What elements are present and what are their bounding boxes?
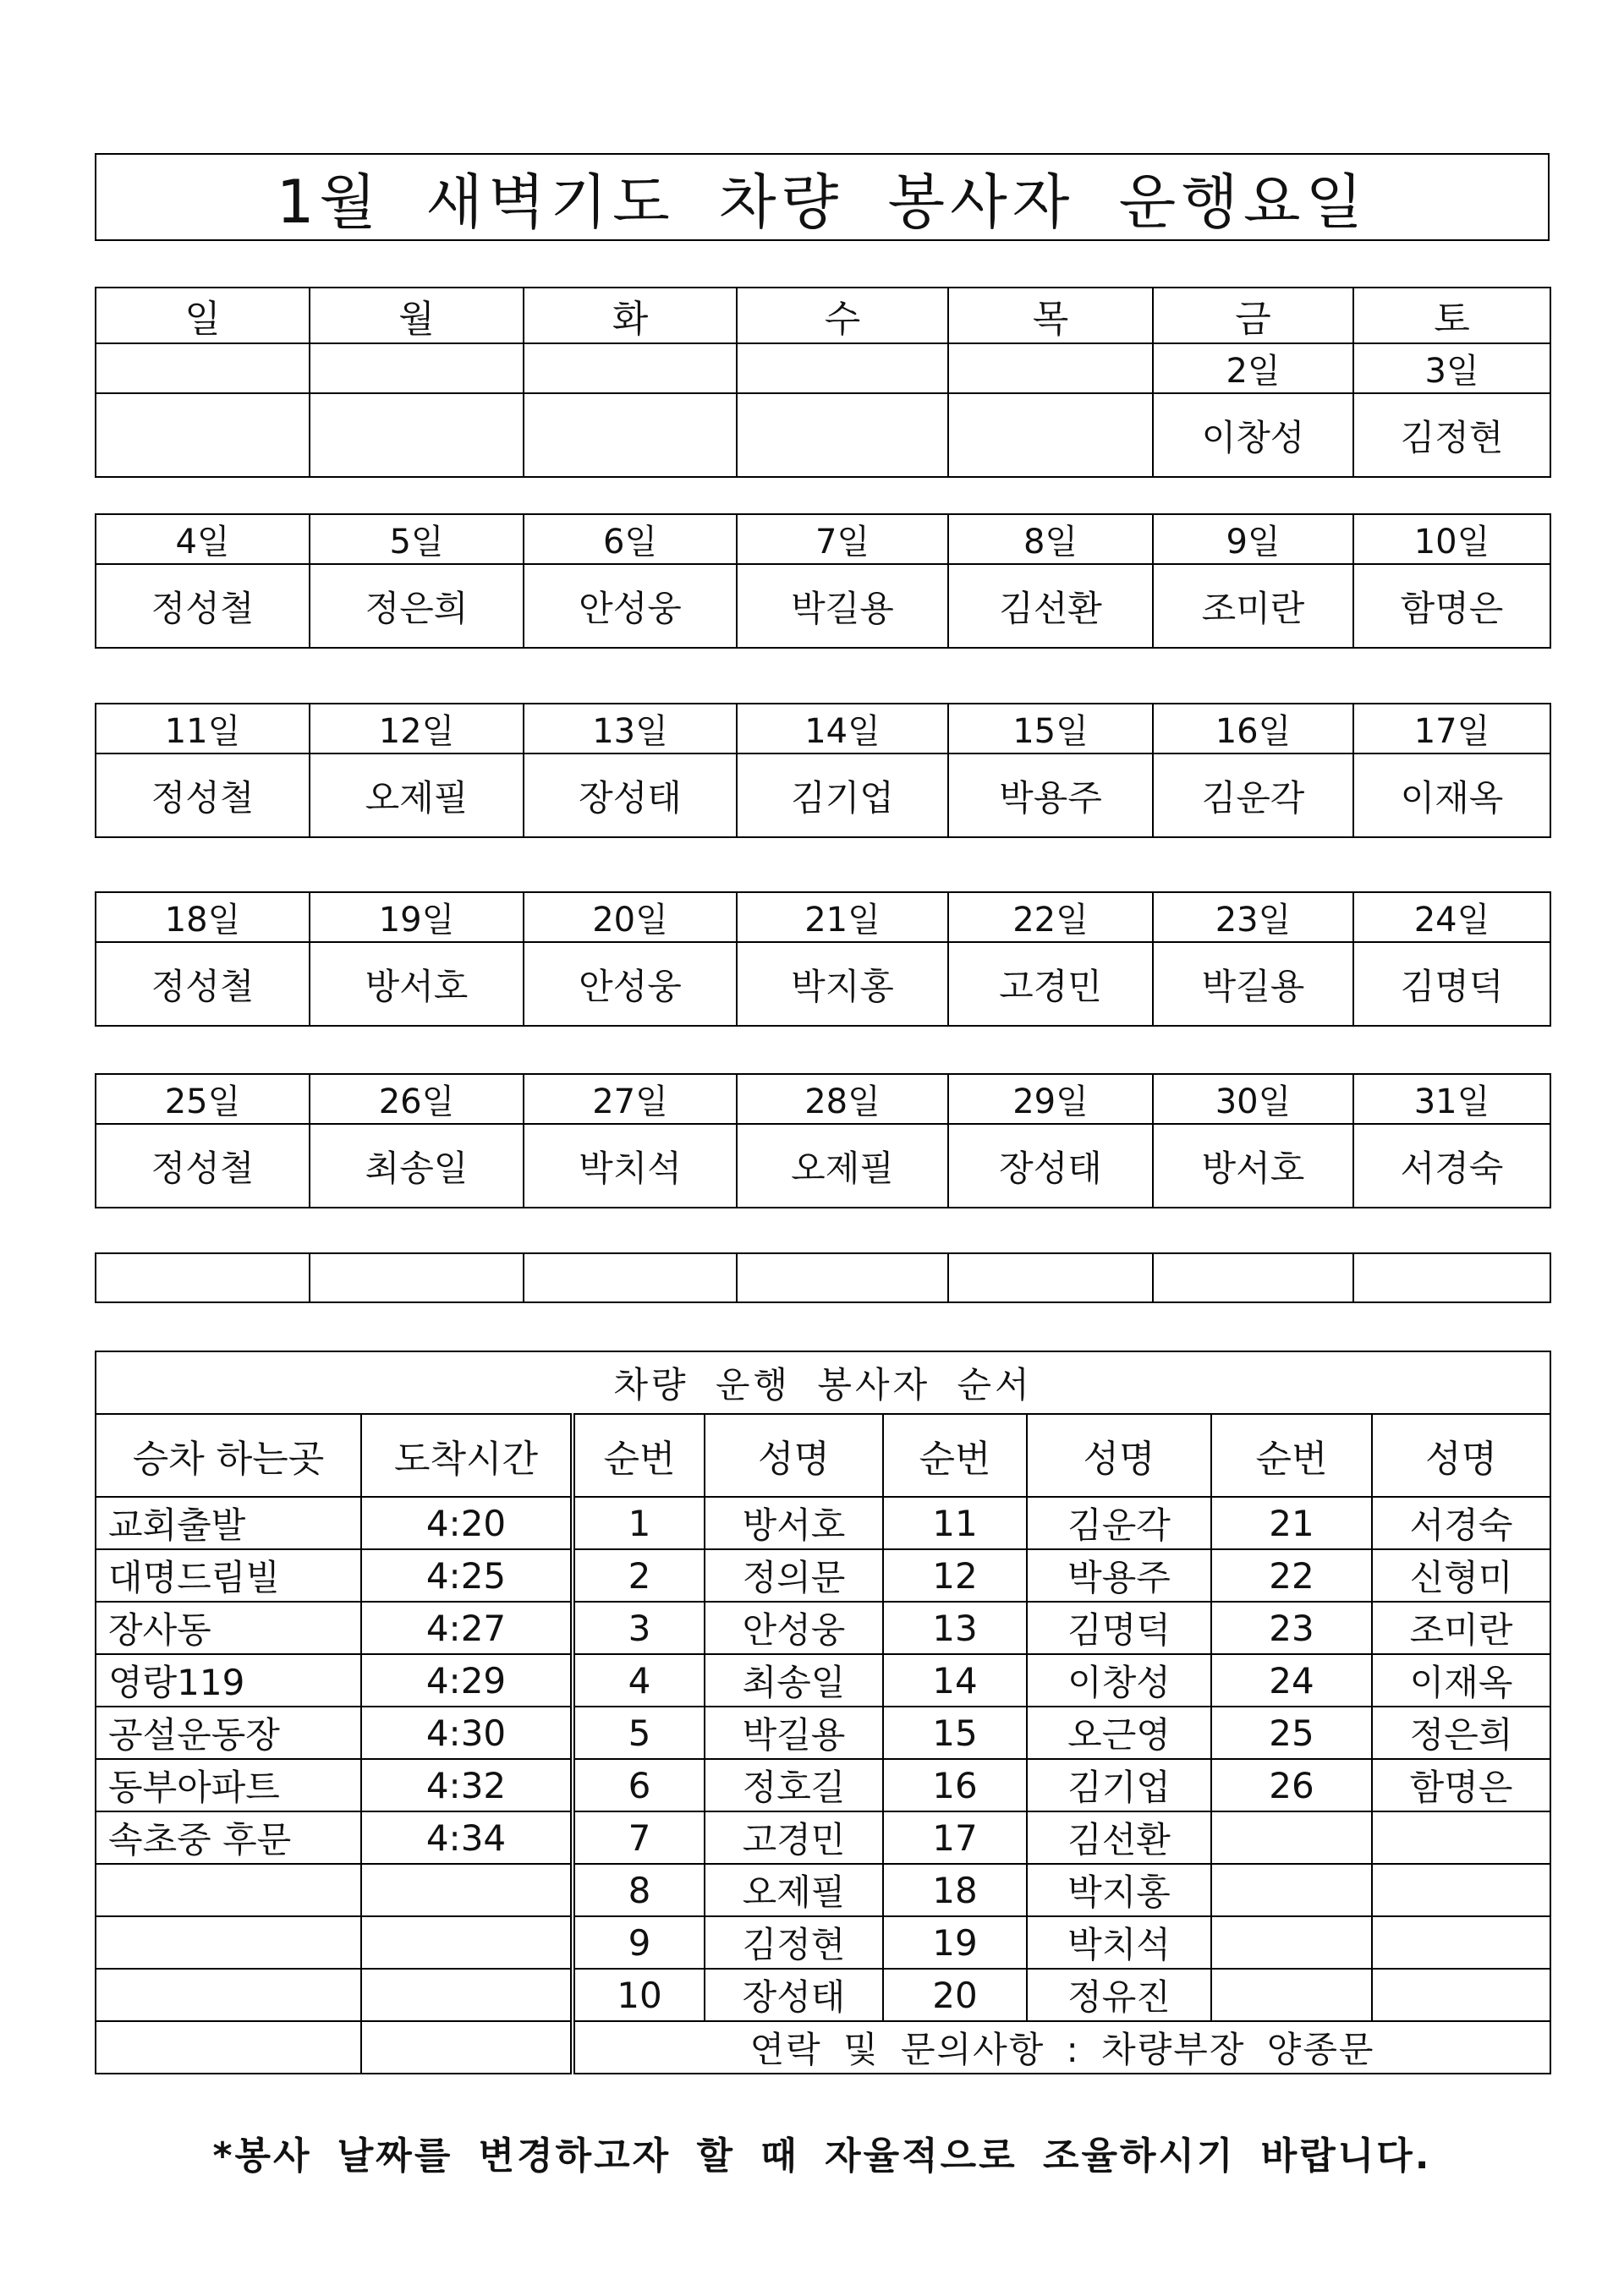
volunteer-cell: 김운각 — [1153, 753, 1353, 837]
blank-cell — [1353, 1253, 1550, 1302]
table-row — [96, 1549, 1550, 1602]
blank-cell — [361, 2021, 573, 2074]
day-cell: 4일 — [96, 514, 310, 564]
order-number — [1211, 1864, 1372, 1916]
volunteer-name: 이재옥 — [1372, 1654, 1550, 1707]
blank-cell — [96, 1253, 310, 1302]
blank-cell — [948, 1253, 1153, 1302]
volunteer-cell: 정성철 — [96, 942, 310, 1026]
day-cell: 20일 — [524, 892, 737, 942]
order-number: 20 — [883, 1969, 1027, 2021]
day-cell: 28일 — [737, 1074, 948, 1124]
day-cell — [524, 343, 737, 393]
header-pickup-place: 승차 하는곳 — [96, 1414, 361, 1497]
order-number: 5 — [573, 1707, 705, 1759]
order-number: 10 — [573, 1969, 705, 2021]
volunteer-name: 김기업 — [1027, 1759, 1211, 1811]
contact-row — [96, 2021, 1550, 2074]
order-number — [1211, 1811, 1372, 1864]
volunteer-cell: 박치석 — [524, 1124, 737, 1208]
volunteer-name: 함명은 — [1372, 1759, 1550, 1811]
volunteer-cell: 안성웅 — [524, 564, 737, 648]
day-cell: 31일 — [1353, 1074, 1550, 1124]
volunteer-cell: 박지홍 — [737, 942, 948, 1026]
volunteer-cell: 박용주 — [948, 753, 1153, 837]
volunteer-name: 정의문 — [705, 1549, 883, 1602]
volunteer-name: 박용주 — [1027, 1549, 1211, 1602]
table-row — [96, 1497, 1550, 1549]
volunteer-cell — [948, 393, 1153, 477]
volunteer-cell: 장성태 — [948, 1124, 1153, 1208]
header-name: 성명 — [1372, 1414, 1550, 1497]
day-cell: 16일 — [1153, 704, 1353, 753]
order-number: 15 — [883, 1707, 1027, 1759]
arrival-time: 4:30 — [361, 1707, 573, 1759]
header-name: 성명 — [1027, 1414, 1211, 1497]
order-number: 22 — [1211, 1549, 1372, 1602]
volunteer-name: 오제필 — [705, 1864, 883, 1916]
weekday-header-row — [96, 288, 1550, 343]
header-order: 순번 — [883, 1414, 1027, 1497]
order-number: 14 — [883, 1654, 1027, 1707]
day-row — [96, 1074, 1550, 1124]
order-number: 25 — [1211, 1707, 1372, 1759]
footer-note: *봉사 날짜를 변경하고자 할 때 자율적으로 조율하시기 바랍니다. — [212, 2134, 1432, 2178]
order-number: 19 — [883, 1916, 1027, 1969]
order-number: 7 — [573, 1811, 705, 1864]
order-number: 17 — [883, 1811, 1027, 1864]
day-cell: 10일 — [1353, 514, 1550, 564]
volunteer-name: 김정현 — [705, 1916, 883, 1969]
volunteer-name — [1372, 1811, 1550, 1864]
section-title-row — [96, 1351, 1550, 1414]
calendar-week-5 — [95, 1073, 1551, 1208]
volunteer-order-table — [95, 1351, 1551, 2074]
table-row — [96, 1864, 1550, 1916]
order-number: 26 — [1211, 1759, 1372, 1811]
blank-cell — [1153, 1253, 1353, 1302]
day-row — [96, 514, 1550, 564]
arrival-time: 4:29 — [361, 1654, 573, 1707]
weekday-mon: 월 — [310, 288, 524, 343]
order-number: 24 — [1211, 1654, 1372, 1707]
volunteer-cell: 함명은 — [1353, 564, 1550, 648]
volunteer-cell — [310, 393, 524, 477]
volunteer-name: 정유진 — [1027, 1969, 1211, 2021]
order-number: 6 — [573, 1759, 705, 1811]
pickup-place: 공설운동장 — [96, 1707, 361, 1759]
volunteer-name: 안성웅 — [705, 1602, 883, 1654]
volunteer-name: 김명덕 — [1027, 1602, 1211, 1654]
day-cell: 26일 — [310, 1074, 524, 1124]
volunteer-cell: 이창성 — [1153, 393, 1353, 477]
volunteer-cell: 정성철 — [96, 753, 310, 837]
order-number: 18 — [883, 1864, 1027, 1916]
volunteer-name — [1372, 1864, 1550, 1916]
day-row — [96, 704, 1550, 753]
volunteer-cell — [737, 393, 948, 477]
order-number: 16 — [883, 1759, 1027, 1811]
volunteer-name — [1372, 1916, 1550, 1969]
page-title: 1월 새벽기도 차량 봉사자 운행요일 — [276, 167, 1369, 237]
day-cell: 7일 — [737, 514, 948, 564]
day-cell: 5일 — [310, 514, 524, 564]
day-cell: 25일 — [96, 1074, 310, 1124]
pickup-place: 장사동 — [96, 1602, 361, 1654]
day-cell: 22일 — [948, 892, 1153, 942]
day-cell: 15일 — [948, 704, 1153, 753]
arrival-time: 4:34 — [361, 1811, 573, 1864]
blank-cell — [310, 1253, 524, 1302]
order-number — [1211, 1969, 1372, 2021]
volunteer-name: 정은희 — [1372, 1707, 1550, 1759]
name-row — [96, 393, 1550, 477]
table-row — [96, 1969, 1550, 2021]
arrival-time: 4:20 — [361, 1497, 573, 1549]
order-number: 2 — [573, 1549, 705, 1602]
order-number: 11 — [883, 1497, 1027, 1549]
volunteer-cell: 박길용 — [1153, 942, 1353, 1026]
volunteer-cell: 서경숙 — [1353, 1124, 1550, 1208]
column-header-row — [96, 1414, 1550, 1497]
table-row — [96, 1759, 1550, 1811]
volunteer-cell: 김선환 — [948, 564, 1153, 648]
day-row — [96, 892, 1550, 942]
table-row — [96, 1916, 1550, 1969]
day-cell — [96, 343, 310, 393]
arrival-time: 4:25 — [361, 1549, 573, 1602]
volunteer-cell: 조미란 — [1153, 564, 1353, 648]
order-number: 13 — [883, 1602, 1027, 1654]
volunteer-cell: 최송일 — [310, 1124, 524, 1208]
volunteer-cell: 안성웅 — [524, 942, 737, 1026]
blank-row — [96, 1253, 1550, 1302]
table-row — [96, 1811, 1550, 1864]
volunteer-name: 방서호 — [705, 1497, 883, 1549]
header-name: 성명 — [705, 1414, 883, 1497]
day-cell: 9일 — [1153, 514, 1353, 564]
volunteer-cell: 오제필 — [310, 753, 524, 837]
volunteer-cell: 정은희 — [310, 564, 524, 648]
volunteer-cell — [524, 393, 737, 477]
volunteer-cell: 장성태 — [524, 753, 737, 837]
day-cell: 3일 — [1353, 343, 1550, 393]
day-cell: 17일 — [1353, 704, 1550, 753]
blank-cell — [524, 1253, 737, 1302]
day-cell: 13일 — [524, 704, 737, 753]
weekday-wed: 수 — [737, 288, 948, 343]
volunteer-cell: 오제필 — [737, 1124, 948, 1208]
volunteer-cell: 이재옥 — [1353, 753, 1550, 837]
day-cell: 27일 — [524, 1074, 737, 1124]
arrival-time — [361, 1916, 573, 1969]
volunteer-name: 고경민 — [705, 1811, 883, 1864]
pickup-place — [96, 1864, 361, 1916]
order-number: 23 — [1211, 1602, 1372, 1654]
day-cell: 18일 — [96, 892, 310, 942]
pickup-place — [96, 1916, 361, 1969]
volunteer-name: 최송일 — [705, 1654, 883, 1707]
table-row — [96, 1707, 1550, 1759]
name-row — [96, 1124, 1550, 1208]
volunteer-cell: 김정현 — [1353, 393, 1550, 477]
day-cell: 29일 — [948, 1074, 1153, 1124]
weekday-fri: 금 — [1153, 288, 1353, 343]
volunteer-name: 박지홍 — [1027, 1864, 1211, 1916]
pickup-place: 대명드림빌 — [96, 1549, 361, 1602]
header-arrival-time: 도착시간 — [361, 1414, 573, 1497]
day-cell: 8일 — [948, 514, 1153, 564]
calendar-week-4 — [95, 891, 1551, 1027]
order-number: 4 — [573, 1654, 705, 1707]
blank-cell — [96, 2021, 361, 2074]
pickup-place — [96, 1969, 361, 2021]
pickup-place: 속초중 후문 — [96, 1811, 361, 1864]
day-row — [96, 343, 1550, 393]
day-cell: 23일 — [1153, 892, 1353, 942]
volunteer-name: 박길용 — [705, 1707, 883, 1759]
volunteer-cell: 정성철 — [96, 1124, 310, 1208]
order-number: 9 — [573, 1916, 705, 1969]
weekday-sat: 토 — [1353, 288, 1550, 343]
order-number — [1211, 1916, 1372, 1969]
day-cell: 11일 — [96, 704, 310, 753]
title-box — [95, 153, 1550, 241]
day-cell: 21일 — [737, 892, 948, 942]
arrival-time: 4:32 — [361, 1759, 573, 1811]
volunteer-cell: 김명덕 — [1353, 942, 1550, 1026]
contact-info: 연락 및 문의사항 : 차량부장 양종문 — [573, 2021, 1550, 2074]
volunteer-cell: 박길용 — [737, 564, 948, 648]
order-number: 8 — [573, 1864, 705, 1916]
name-row — [96, 942, 1550, 1026]
volunteer-cell: 고경민 — [948, 942, 1153, 1026]
volunteer-name: 신형미 — [1372, 1549, 1550, 1602]
day-cell: 12일 — [310, 704, 524, 753]
volunteer-cell: 김기업 — [737, 753, 948, 837]
day-cell: 30일 — [1153, 1074, 1353, 1124]
weekday-tue: 화 — [524, 288, 737, 343]
header-order: 순번 — [1211, 1414, 1372, 1497]
table-row — [96, 1654, 1550, 1707]
volunteer-name: 서경숙 — [1372, 1497, 1550, 1549]
day-cell: 19일 — [310, 892, 524, 942]
volunteer-name: 김선환 — [1027, 1811, 1211, 1864]
volunteer-name: 조미란 — [1372, 1602, 1550, 1654]
section-title: 차량 운행 봉사자 순서 — [96, 1351, 1550, 1414]
pickup-place: 영랑119 — [96, 1654, 361, 1707]
name-row — [96, 564, 1550, 648]
arrival-time — [361, 1864, 573, 1916]
day-cell: 6일 — [524, 514, 737, 564]
day-cell — [948, 343, 1153, 393]
header-order: 순번 — [573, 1414, 705, 1497]
volunteer-cell — [96, 393, 310, 477]
volunteer-cell: 정성철 — [96, 564, 310, 648]
volunteer-name: 김운각 — [1027, 1497, 1211, 1549]
volunteer-cell: 방서호 — [310, 942, 524, 1026]
volunteer-name: 정호길 — [705, 1759, 883, 1811]
arrival-time — [361, 1969, 573, 2021]
calendar-week-2 — [95, 513, 1551, 649]
pickup-place: 교회출발 — [96, 1497, 361, 1549]
order-number: 3 — [573, 1602, 705, 1654]
weekday-sun: 일 — [96, 288, 310, 343]
table-row — [96, 1602, 1550, 1654]
order-number: 21 — [1211, 1497, 1372, 1549]
day-cell: 14일 — [737, 704, 948, 753]
weekday-thu: 목 — [948, 288, 1153, 343]
volunteer-name: 이창성 — [1027, 1654, 1211, 1707]
pickup-place: 동부아파트 — [96, 1759, 361, 1811]
day-cell: 24일 — [1353, 892, 1550, 942]
blank-cell — [737, 1253, 948, 1302]
volunteer-cell: 방서호 — [1153, 1124, 1353, 1208]
blank-grid — [95, 1252, 1551, 1303]
name-row — [96, 753, 1550, 837]
volunteer-name: 박치석 — [1027, 1916, 1211, 1969]
day-cell: 2일 — [1153, 343, 1353, 393]
arrival-time: 4:27 — [361, 1602, 573, 1654]
day-cell — [310, 343, 524, 393]
order-number: 1 — [573, 1497, 705, 1549]
volunteer-name: 오근영 — [1027, 1707, 1211, 1759]
volunteer-name — [1372, 1969, 1550, 2021]
order-number: 12 — [883, 1549, 1027, 1602]
day-cell — [737, 343, 948, 393]
calendar-week-3 — [95, 703, 1551, 838]
calendar-week-1 — [95, 287, 1551, 478]
volunteer-name: 장성태 — [705, 1969, 883, 2021]
